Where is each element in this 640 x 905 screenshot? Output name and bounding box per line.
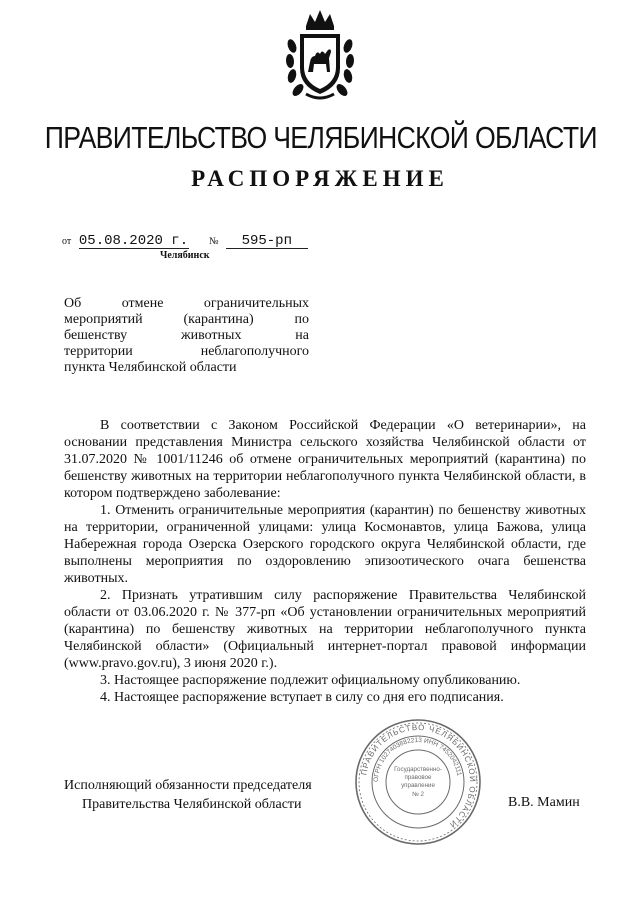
svg-text:№ 2: № 2 bbox=[412, 791, 424, 798]
body-paragraph-item-4: 4. Настоящее распоряжение вступает в силу со дня его подписания. bbox=[100, 690, 504, 705]
coat-of-arms-emblem bbox=[284, 6, 356, 104]
signatory-name: В.В. Мамин bbox=[508, 795, 580, 810]
document-body bbox=[64, 417, 586, 706]
document-subject bbox=[64, 296, 309, 376]
signatory-position bbox=[64, 776, 312, 814]
svg-text:ОГРН 1027403882213 ИНН 7452042: ОГРН 1027403882213 ИНН 7452042111 bbox=[372, 736, 463, 783]
body-paragraph-preamble: В соответствии с Законом Российской Федерации «О ветеринарии», на основании представления Министра сельского хозяйства Челябинской области от 31.07.2020 № 1001/11246 об отмене ограничительных мероприятий (карантина) по бешенству животных на территории неблагополучного пункта Челябинской области, в котором подтверждено заболевание: bbox=[64, 418, 586, 501]
document-date: 05.08.2020 г. bbox=[78, 233, 189, 249]
subject-line: пункта Челябинской области bbox=[64, 360, 237, 375]
svg-text:ПРАВИТЕЛЬСТВО ЧЕЛЯБИНСКОЙ ОБЛА: ПРАВИТЕЛЬСТВО ЧЕЛЯБИНСКОЙ ОБЛАСТИ bbox=[359, 722, 478, 830]
date-prefix: от bbox=[62, 236, 72, 247]
svg-text:Государственно-: Государственно- bbox=[394, 766, 442, 773]
subject-line: мероприятий (карантина) по bbox=[64, 312, 309, 327]
document-number: 595-рп bbox=[226, 234, 308, 249]
document-type-heading: РАСПОРЯЖЕНИЕ bbox=[191, 166, 449, 191]
subject-line: территории неблагополучного bbox=[64, 344, 309, 359]
number-prefix: № bbox=[209, 236, 219, 247]
organization-title: ПРАВИТЕЛЬСТВО ЧЕЛЯБИНСКОЙ ОБЛАСТИ bbox=[44, 120, 597, 155]
svg-text:управление: управление bbox=[401, 782, 435, 789]
body-paragraph-item-1: 1. Отменить ограничительные мероприятия (карантин) по бешенству животных на территории, ограниченной улицами: улица Космонавтов, улица Бажова, улица Набережная города Озерска Озерского городского округа Челябинской области, где выполнены мероприятия по оздоровлению эпизоотического очага бешенства животных. bbox=[64, 503, 586, 586]
issue-city: Челябинск bbox=[160, 250, 210, 261]
subject-line: бешенству животных на bbox=[64, 328, 309, 343]
position-line-2: Правительства Челябинской области bbox=[82, 797, 302, 812]
official-seal-stamp bbox=[352, 716, 484, 848]
document-meta bbox=[62, 232, 308, 249]
body-paragraph-item-3: 3. Настоящее распоряжение подлежит официальному опубликованию. bbox=[100, 673, 521, 688]
subject-line: Об отмене ограничительных bbox=[64, 296, 309, 311]
position-line-1: Исполняющий обязанности председателя bbox=[64, 778, 312, 793]
body-paragraph-item-2: 2. Признать утратившим силу распоряжение Правительства Челябинской области от 03.06.2020 г. № 377-рп «Об установлении ограничительных мероприятий (карантина) по бешенству животных на территории неблагополучного пункта Челябинской области» (Официальный интернет-портал правовой информации (www.pravo.gov.ru), 3 июня 2020 г.). bbox=[64, 588, 586, 671]
svg-text:правовое: правовое bbox=[404, 774, 432, 781]
